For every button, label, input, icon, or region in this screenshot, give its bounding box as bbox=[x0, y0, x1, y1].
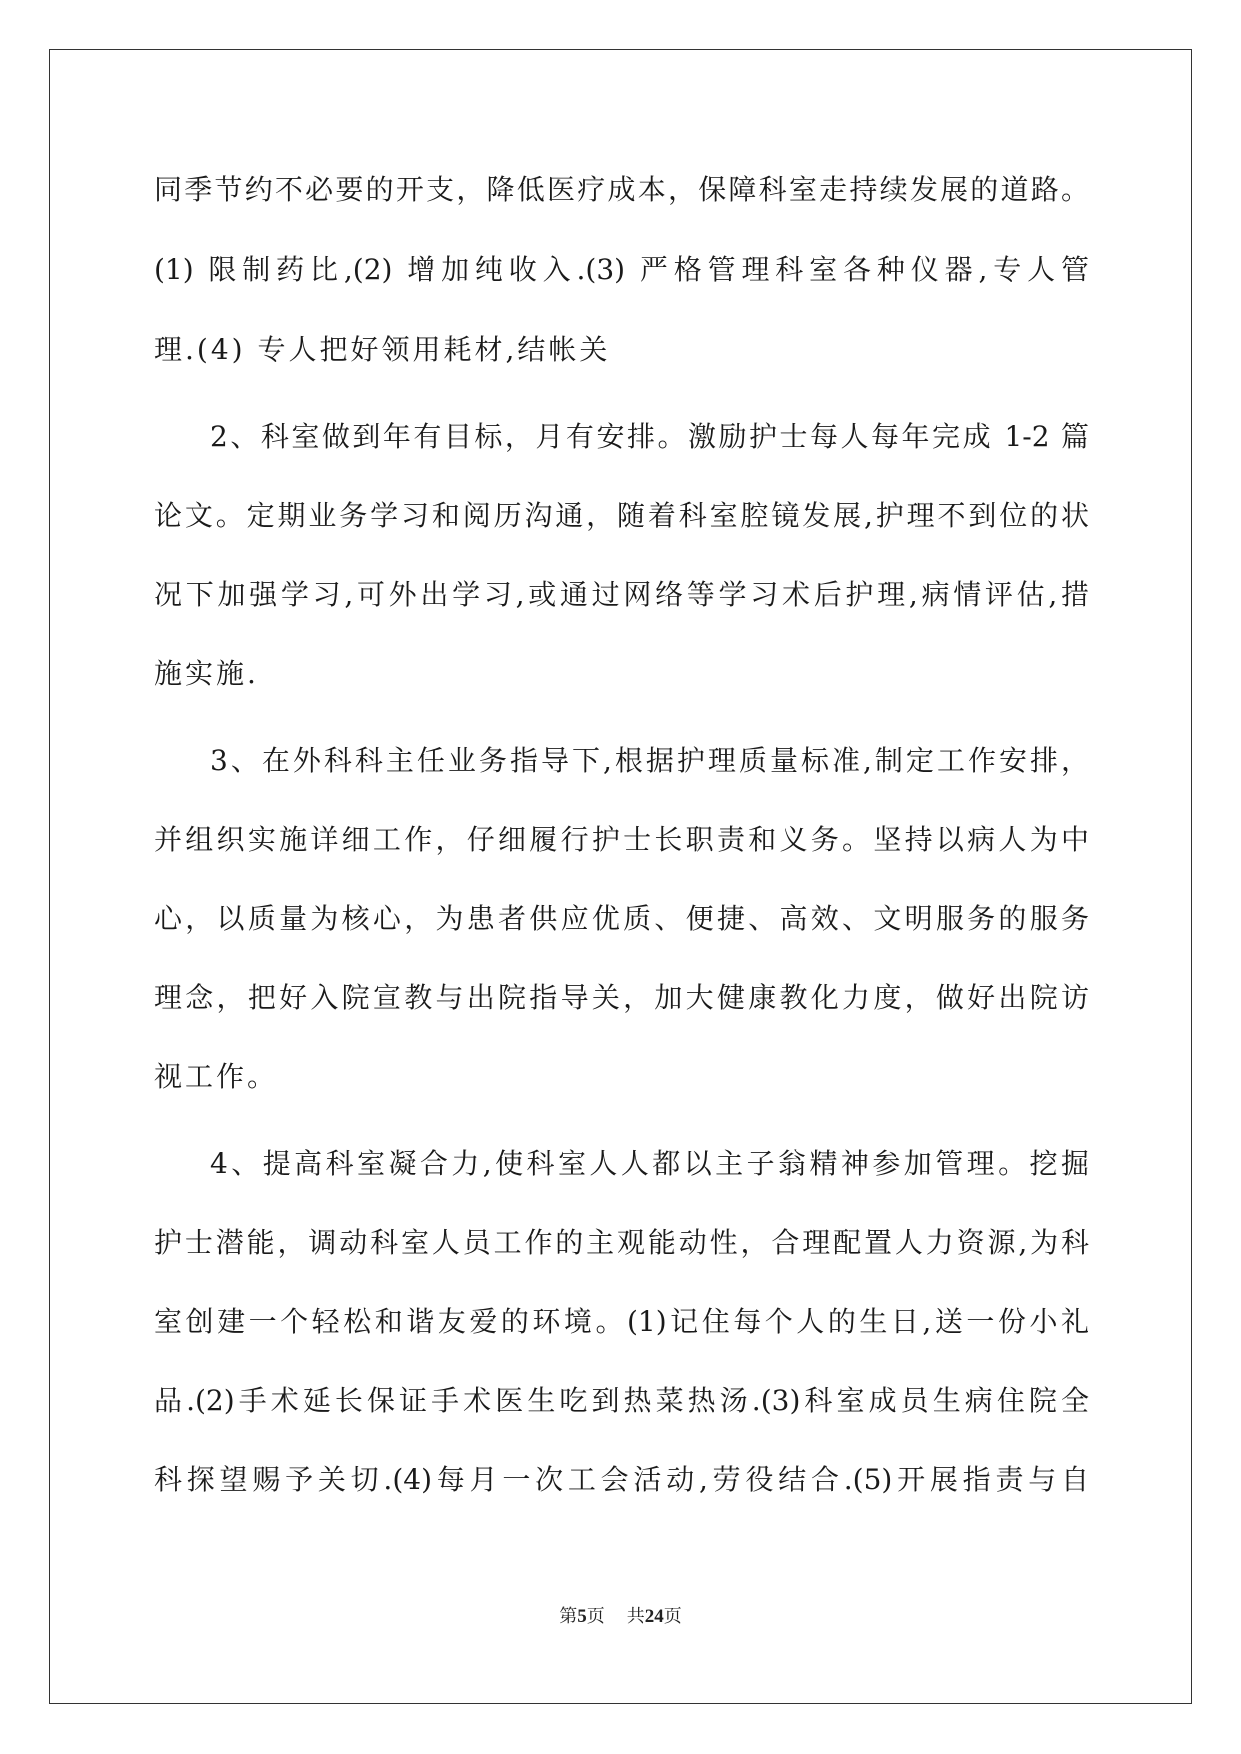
text-line: 护士潜能，调动科室人员工作的主观能动性，合理配置人力资源,为科 bbox=[154, 1226, 1089, 1259]
text-line: 施实施. bbox=[154, 657, 259, 690]
text-line: 3、在外科科主任业务指导下,根据护理质量标准,制定工作安排， bbox=[210, 744, 1089, 777]
text-line: 理.(4) 专人把好领用耗材,结帐关 bbox=[154, 333, 611, 366]
total-pages: 24 bbox=[644, 1606, 664, 1627]
text-line: 论文。定期业务学习和阅历沟通，随着科室腔镜发展,护理不到位的状 bbox=[154, 499, 1089, 532]
text-line: 4、提高科室凝合力,使科室人人都以主子翁精神参加管理。挖掘 bbox=[210, 1147, 1089, 1180]
text-line: 视工作。 bbox=[154, 1060, 279, 1093]
footer-total-prefix: 共 bbox=[626, 1606, 645, 1627]
text-line: 室创建一个轻松和谐友爱的环境。(1)记住每个人的生日,送一份小礼 bbox=[154, 1305, 1089, 1338]
page-footer bbox=[0, 1605, 1241, 1629]
page-number: 5 bbox=[577, 1606, 587, 1627]
text-line: 心，以质量为核心，为患者供应优质、便捷、高效、文明服务的服务 bbox=[154, 902, 1089, 935]
footer-page-suffix: 页 bbox=[586, 1606, 605, 1627]
text-line: 同季节约不必要的开支，降低医疗成本，保障科室走持续发展的道路。 bbox=[154, 173, 1089, 206]
text-line: 理念，把好入院宣教与出院指导关，加大健康教化力度，做好出院访 bbox=[154, 981, 1089, 1014]
text-line: 品.(2)手术延长保证手术医生吃到热菜热汤.(3)科室成员生病住院全 bbox=[154, 1384, 1089, 1417]
text-line: 2、科室做到年有目标，月有安排。激励护士每人每年完成 1-2 篇 bbox=[210, 420, 1089, 453]
footer-prefix: 第 bbox=[559, 1606, 578, 1627]
page-border bbox=[49, 49, 1192, 1704]
footer-total-suffix: 页 bbox=[663, 1606, 682, 1627]
text-line: (1) 限制药比,(2) 增加纯收入.(3) 严格管理科室各种仪器,专人管 bbox=[154, 253, 1089, 286]
text-line: 况下加强学习,可外出学习,或通过网络等学习术后护理,病情评估,措 bbox=[154, 578, 1089, 611]
text-line: 并组织实施详细工作，仔细履行护士长职责和义务。坚持以病人为中 bbox=[154, 823, 1089, 856]
text-line: 科探望赐予关切.(4)每月一次工会活动,劳役结合.(5)开展指责与自 bbox=[154, 1463, 1089, 1496]
